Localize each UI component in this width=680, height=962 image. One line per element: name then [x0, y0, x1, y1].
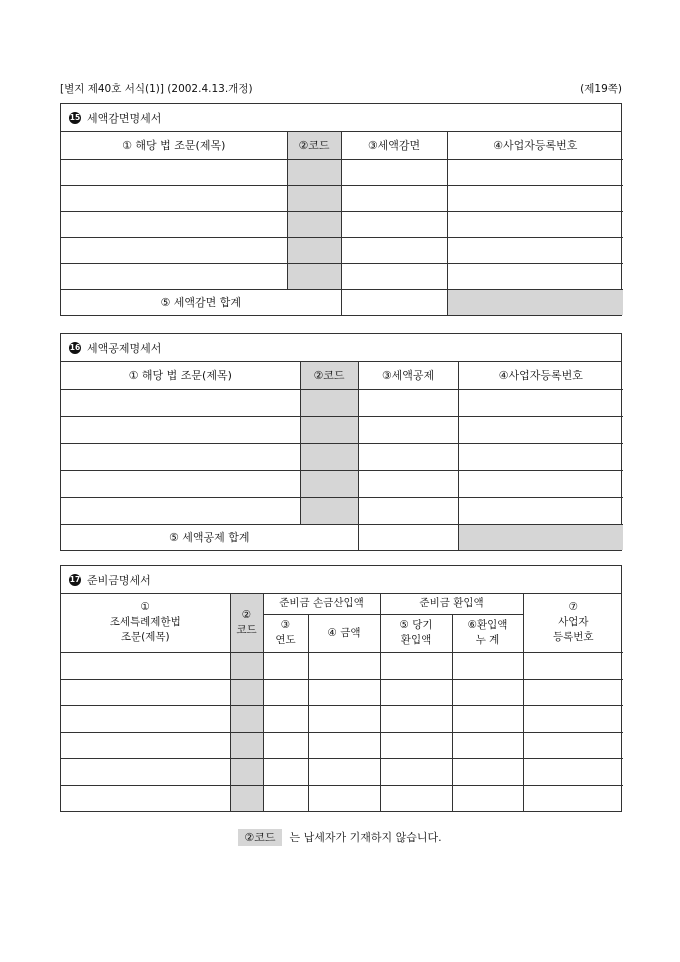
col-cumulative-reversal-line2: 누 계 [475, 634, 500, 646]
form-header [60, 81, 622, 95]
year-cell[interactable] [263, 705, 308, 732]
table-row [61, 416, 623, 443]
col-tax-credit: ③세액공제 [358, 362, 458, 389]
total-row [61, 289, 623, 315]
cumulative-reversal-cell[interactable] [452, 785, 523, 811]
total-row [61, 524, 623, 550]
law-article-cell[interactable] [61, 758, 230, 785]
table-row [61, 785, 623, 811]
code-cell [287, 211, 341, 237]
reserve-section [60, 565, 622, 812]
col-code-label: 코드 [236, 623, 257, 636]
cumulative-reversal-cell[interactable] [452, 679, 523, 705]
tax-reduction-table [61, 132, 623, 315]
code-cell [287, 159, 341, 185]
col-year-label: 연도 [275, 634, 296, 646]
amount-cell[interactable] [308, 785, 380, 811]
col-business-reg-line2: 등록번호 [552, 631, 594, 644]
business-reg-cell[interactable] [523, 652, 623, 679]
business-reg-cell[interactable] [523, 732, 623, 758]
amount-cell[interactable] [341, 263, 447, 289]
table-row [61, 237, 623, 263]
code-cell [300, 443, 358, 470]
year-cell[interactable] [263, 758, 308, 785]
total-label: ⑤ 세액공제 합계 [61, 524, 358, 550]
section-title: 준비금명세서 [87, 573, 151, 587]
total-label: ⑤ 세액감면 합계 [61, 289, 341, 315]
code-cell [300, 389, 358, 416]
table-row [61, 652, 623, 679]
tax-credit-section [60, 333, 622, 551]
table-row [61, 159, 623, 185]
business-reg-cell[interactable] [523, 785, 623, 811]
year-cell[interactable] [263, 652, 308, 679]
business-reg-cell[interactable] [447, 263, 623, 289]
col-business-reg-number: ⑦ [568, 601, 578, 614]
footnote [0, 829, 680, 845]
col-tax-reduction: ③세액감면 [341, 132, 447, 159]
code-cell [300, 497, 358, 524]
amount-cell[interactable] [341, 159, 447, 185]
law-article-cell[interactable] [61, 443, 300, 470]
section-title: 세액감면명세서 [87, 111, 162, 125]
current-reversal-cell[interactable] [380, 705, 452, 732]
code-tag: ②코드 [238, 829, 281, 846]
business-reg-cell[interactable] [458, 443, 623, 470]
business-reg-cell[interactable] [523, 758, 623, 785]
code-cell [300, 470, 358, 497]
cumulative-reversal-cell[interactable] [452, 732, 523, 758]
business-reg-cell[interactable] [458, 497, 623, 524]
code-cell [230, 679, 263, 705]
year-cell[interactable] [263, 679, 308, 705]
code-cell [230, 705, 263, 732]
table-row [61, 389, 623, 416]
section-number-badge: 15 [69, 113, 81, 122]
table-row [61, 758, 623, 785]
tax-reduction-section [60, 103, 622, 316]
current-reversal-cell[interactable] [380, 652, 452, 679]
amount-cell[interactable] [308, 705, 380, 732]
code-cell [230, 758, 263, 785]
col-current-reversal-line2: 환입액 [400, 634, 432, 646]
cumulative-reversal-cell[interactable] [452, 758, 523, 785]
col-law-article-line1: 조세특례제한법 [109, 616, 181, 629]
amount-cell[interactable] [308, 758, 380, 785]
col-code: ②코드 [300, 362, 358, 389]
code-cell [300, 416, 358, 443]
law-article-cell[interactable] [61, 389, 300, 416]
current-reversal-cell[interactable] [380, 785, 452, 811]
law-article-cell[interactable] [61, 497, 300, 524]
col-law-article: ① 해당 법 조문(제목) [61, 132, 287, 159]
table-row [61, 185, 623, 211]
col-business-reg-no [523, 594, 623, 652]
col-law-article [61, 594, 230, 652]
law-article-cell[interactable] [61, 159, 287, 185]
col-current-reversal-line1: ⑤ 당기 [399, 619, 433, 631]
reserve-title [61, 566, 621, 594]
section-title: 세액공제명세서 [87, 341, 162, 355]
business-reg-cell[interactable] [523, 705, 623, 732]
law-article-cell[interactable] [61, 652, 230, 679]
col-code [230, 594, 263, 652]
law-article-cell[interactable] [61, 705, 230, 732]
cumulative-reversal-cell[interactable] [452, 652, 523, 679]
table-row [61, 263, 623, 289]
business-reg-cell[interactable] [447, 237, 623, 263]
page-number: (제19쪽) [580, 83, 622, 95]
col-code-number: ② [241, 608, 252, 621]
amount-cell[interactable] [358, 389, 458, 416]
amount-cell[interactable] [308, 679, 380, 705]
amount-cell[interactable] [341, 211, 447, 237]
business-reg-cell[interactable] [523, 679, 623, 705]
form-number: [별지 제40호 서식(1)] (2002.4.13.개정) [60, 83, 253, 95]
law-article-cell[interactable] [61, 785, 230, 811]
business-reg-cell[interactable] [458, 389, 623, 416]
business-reg-cell[interactable] [458, 416, 623, 443]
code-cell [287, 237, 341, 263]
table-row [61, 211, 623, 237]
table-row [61, 497, 623, 524]
footnote-text: 는 납세자가 기재하지 않습니다. [289, 831, 442, 844]
table-row [61, 679, 623, 705]
amount-cell[interactable] [341, 237, 447, 263]
current-reversal-cell[interactable] [380, 758, 452, 785]
law-article-cell[interactable] [61, 185, 287, 211]
business-reg-cell[interactable] [447, 159, 623, 185]
law-article-cell[interactable] [61, 263, 287, 289]
col-year-number: ③ [280, 619, 291, 631]
col-law-article: ① 해당 법 조문(제목) [61, 362, 300, 389]
cumulative-reversal-cell[interactable] [452, 705, 523, 732]
total-amount-cell[interactable] [341, 289, 447, 315]
table-row [61, 732, 623, 758]
code-cell [230, 732, 263, 758]
group-reversal-reserve: 준비금 환입액 [380, 594, 523, 614]
law-article-cell[interactable] [61, 679, 230, 705]
code-cell [230, 785, 263, 811]
amount-cell[interactable] [308, 652, 380, 679]
col-law-article-line2: 조문(제목) [120, 631, 170, 644]
year-cell[interactable] [263, 732, 308, 758]
section-number-badge: 16 [69, 343, 81, 352]
group-deductible-reserve: 준비금 손금산입액 [263, 594, 380, 614]
business-reg-cell[interactable] [447, 211, 623, 237]
law-article-cell[interactable] [61, 237, 287, 263]
col-business-reg-no: ④사업자등록번호 [458, 362, 623, 389]
col-amount: ④ 금액 [308, 614, 380, 652]
tax-credit-title [61, 334, 621, 362]
col-year [263, 614, 308, 652]
tax-credit-table [61, 362, 623, 550]
table-row [61, 443, 623, 470]
law-article-cell[interactable] [61, 416, 300, 443]
amount-cell[interactable] [358, 416, 458, 443]
col-code: ②코드 [287, 132, 341, 159]
law-article-cell[interactable] [61, 211, 287, 237]
amount-cell[interactable] [341, 185, 447, 211]
col-law-article-number: ① [140, 601, 150, 614]
current-reversal-cell[interactable] [380, 732, 452, 758]
tax-reduction-title [61, 104, 621, 132]
amount-cell[interactable] [358, 497, 458, 524]
year-cell[interactable] [263, 785, 308, 811]
law-article-cell[interactable] [61, 732, 230, 758]
total-shaded-cell [458, 524, 623, 550]
total-shaded-cell [447, 289, 623, 315]
col-business-reg-no: ④사업자등록번호 [447, 132, 623, 159]
reserve-table [61, 594, 623, 811]
table-row [61, 470, 623, 497]
business-reg-cell[interactable] [458, 470, 623, 497]
amount-cell[interactable] [358, 443, 458, 470]
law-article-cell[interactable] [61, 470, 300, 497]
table-row [61, 705, 623, 732]
col-business-reg-line1: 사업자 [558, 616, 589, 629]
amount-cell[interactable] [358, 470, 458, 497]
code-cell [287, 263, 341, 289]
business-reg-cell[interactable] [447, 185, 623, 211]
section-number-badge: 17 [69, 575, 81, 584]
col-current-reversal [380, 614, 452, 652]
code-cell [230, 652, 263, 679]
amount-cell[interactable] [308, 732, 380, 758]
col-cumulative-reversal-line1: ⑥환입액 [467, 619, 508, 631]
total-amount-cell[interactable] [358, 524, 458, 550]
current-reversal-cell[interactable] [380, 679, 452, 705]
code-cell [287, 185, 341, 211]
col-cumulative-reversal [452, 614, 523, 652]
